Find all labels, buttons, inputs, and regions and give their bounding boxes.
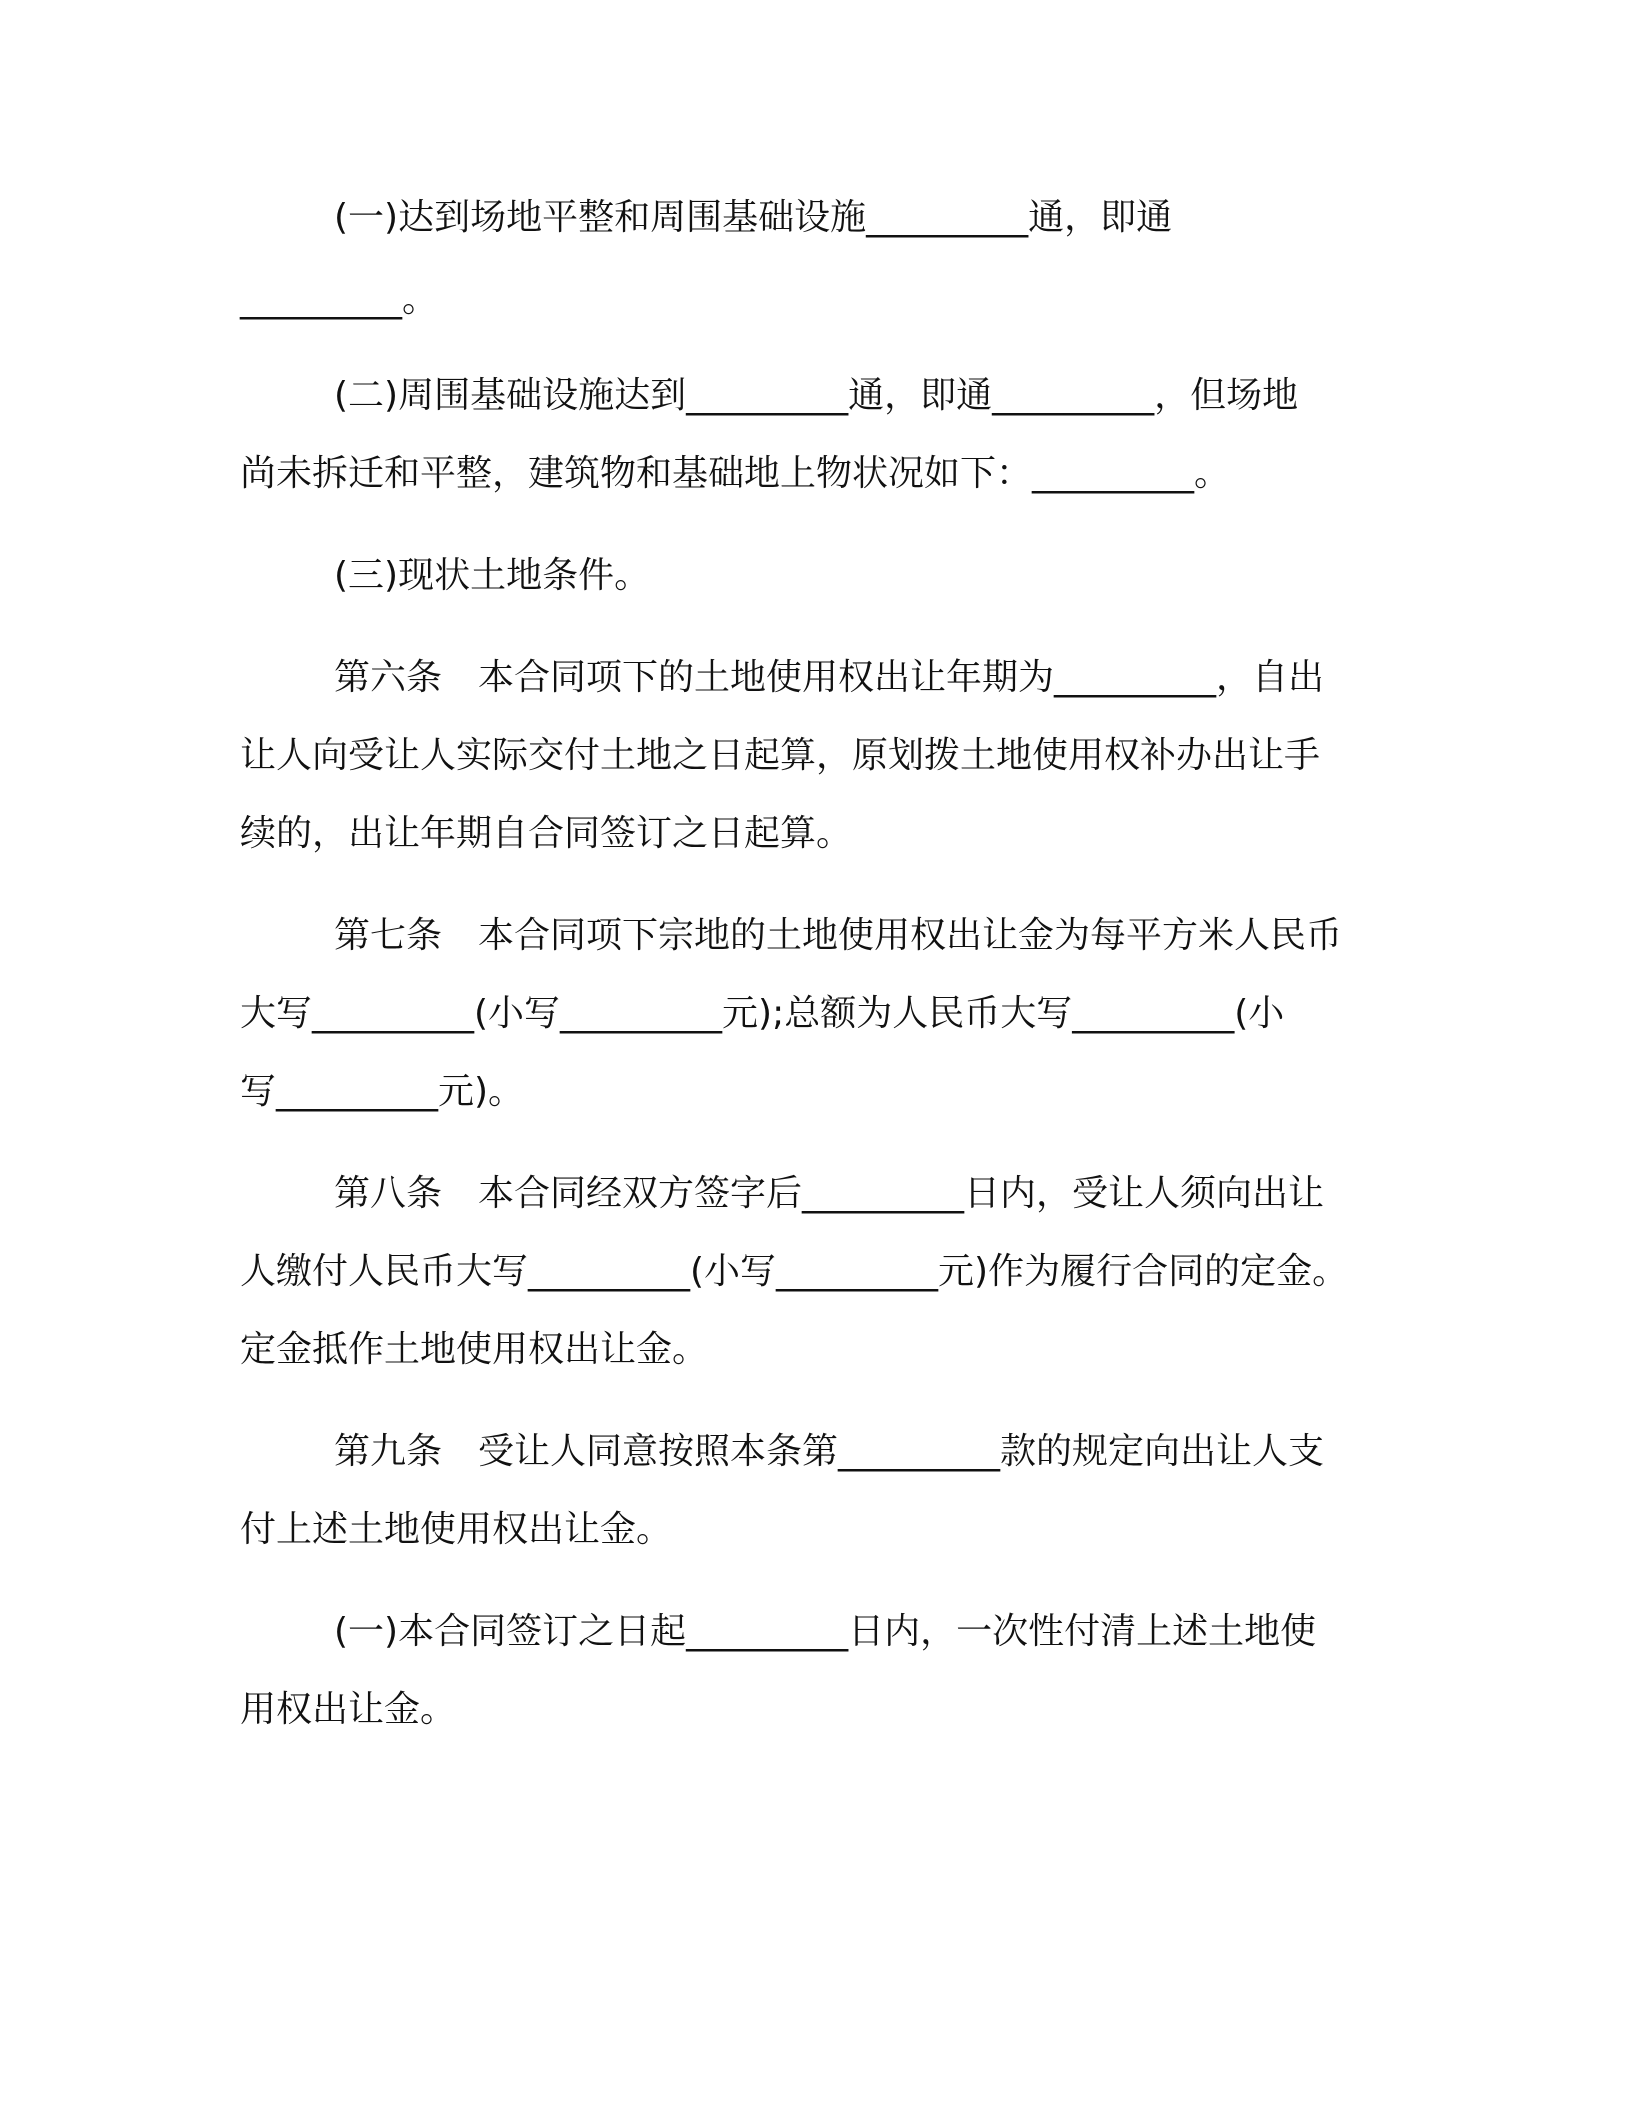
- article-8-line-1: 第八条 本合同经双方签字后_________日内，受让人须向出让: [334, 1173, 1325, 1214]
- article-9-line-1: 第九条 受让人同意按照本条第_________款的规定向出让人支: [334, 1431, 1325, 1472]
- article-9-item-1-line-2: 用权出让金。: [240, 1689, 457, 1730]
- paragraph-1-line-2: _________。: [240, 279, 439, 320]
- article-7-line-1: 第七条 本合同项下宗地的土地使用权出让金为每平方米人民币: [334, 915, 1343, 956]
- paragraph-2-line-2: 尚未拆迁和平整，建筑物和基础地上物状况如下：_________。: [240, 453, 1231, 494]
- article-8-line-3: 定金抵作土地使用权出让金。: [240, 1329, 709, 1370]
- article-9-item-1-line-1: (一)本合同签订之日起_________日内，一次性付清上述土地使: [334, 1611, 1317, 1652]
- paragraph-3-line-1: (三)现状土地条件。: [334, 555, 651, 596]
- article-7-line-3: 写_________元)。: [240, 1071, 525, 1112]
- article-9-line-2: 付上述土地使用权出让金。: [240, 1509, 673, 1550]
- article-8-line-2: 人缴付人民币大写_________(小写_________元)作为履行合同的定金。: [240, 1251, 1349, 1292]
- paragraph-1-line-1: (一)达到场地平整和周围基础设施_________通，即通: [334, 197, 1173, 238]
- paragraph-2-line-1: (二)周围基础设施达到_________通，即通_________，但场地: [334, 375, 1299, 416]
- article-7-line-2: 大写_________(小写_________元);总额为人民币大写_________(小: [240, 993, 1285, 1034]
- article-6-line-3: 续的，出让年期自合同签订之日起算。: [240, 813, 853, 854]
- article-6-line-2: 让人向受让人实际交付土地之日起算，原划拨土地使用权补办出让手: [240, 735, 1321, 776]
- article-6-line-1: 第六条 本合同项下的土地使用权出让年期为_________，自出: [334, 657, 1325, 698]
